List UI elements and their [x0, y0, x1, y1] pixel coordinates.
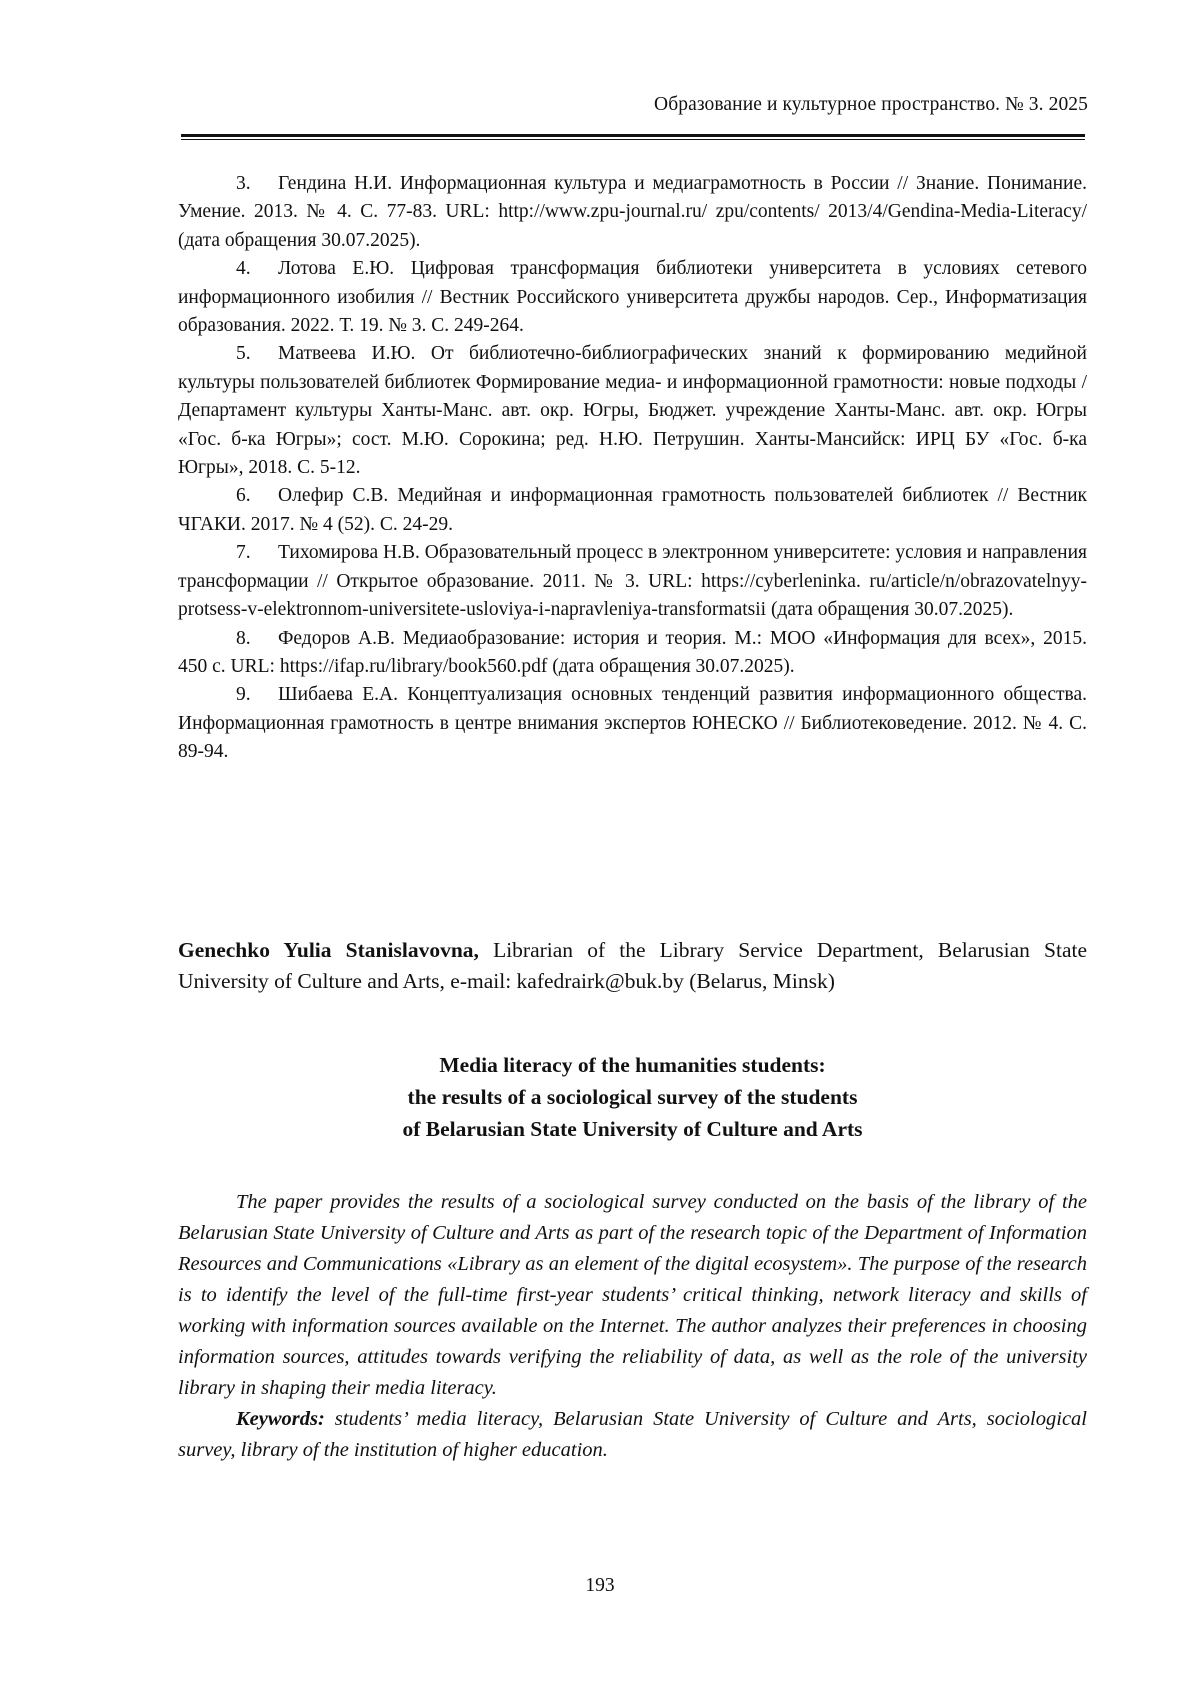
running-header: Образование и культурное пространство. № 3. 2025	[654, 94, 1088, 115]
reference-list	[178, 170, 1087, 767]
reference-number: 8.	[236, 627, 251, 649]
reference-item	[178, 681, 1087, 766]
reference-item	[178, 340, 1087, 482]
reference-text: Олефир С.В. Медийная и информационная грамотность пользователей библиотек // Вестник ЧГАКИ. 2017. № 4 (52). С. 24-29.	[178, 485, 1087, 535]
reference-item	[178, 482, 1087, 539]
reference-number: 4.	[236, 258, 251, 280]
keywords-text: students’ media literacy, Belarusian State University of Culture and Arts, sociological survey, library of the institution of higher education.	[178, 1408, 1087, 1461]
reference-item	[178, 170, 1087, 255]
reference-item	[178, 539, 1087, 624]
header-rule-thick	[181, 134, 1085, 137]
article-title-line: Media literacy of the humanities students:	[439, 1053, 826, 1077]
reference-number: 3.	[236, 173, 251, 194]
author-details: Librarian of the Library Service Department, Belarusian State University of Culture and Arts, e-mail: kafedrairk@buk.by (Belarus, Minsk)	[178, 938, 1088, 993]
article-title-line: the results of a sociological survey of the students	[407, 1085, 858, 1109]
author-info	[178, 935, 1087, 997]
article-title	[178, 1049, 1087, 1145]
reference-number: 7.	[236, 542, 251, 564]
header-rule-thin	[181, 139, 1085, 140]
reference-text: Лотова Е.Ю. Цифровая трансформация библиотеки университета в условиях сетевого информационного изобилия // Вестник Российского университета дружбы народов. Сер., Информатизация образования. 2022. Т. 19. № 3. С. 249-264.	[178, 258, 1087, 337]
reference-text: Гендина Н.И. Информационная культура и медиаграмотность в России // Знание. Понимание. Умение. 2013. № 4. С. 77-83. URL: http://www.zpu-journal.ru/ zpu/contents/ 2013/4/Gendina-Media-Literacy/ (дата обращения 30.07.2025).	[178, 173, 1087, 251]
reference-item	[178, 255, 1087, 340]
keywords-label: Keywords:	[236, 1408, 325, 1430]
reference-number: 6.	[236, 485, 251, 507]
reference-number: 9.	[236, 684, 251, 706]
author-name: Genechko Yulia Stanislavovna,	[178, 938, 479, 962]
keywords	[178, 1404, 1087, 1466]
abstract-text: The paper provides the results of a sociological survey conducted on the basis of the library of the Belarusian State University of Culture and Arts as part of the research topic of the Department of Information Resources and Communications «Library as an element of the digital ecosystem». The purpose of the research is to identify the level of the full-time first-year students’ critical thinking, network literacy and skills of working with information sources available on the Internet. The author analyzes their preferences in choosing information sources, attitudes towards verifying the reliability of data, as well as the role of the university library in shaping their media literacy.	[178, 1191, 1087, 1399]
header-double-rule	[181, 134, 1085, 141]
reference-text: Федоров А.В. Медиаобразование: история и теория. М.: МОО «Информация для всех», 2015. 450 с. URL: https://ifap.ru/library/book560.pdf (дата обращения 30.07.2025).	[178, 627, 1087, 677]
reference-text: Матвеева И.Ю. От библиотечно-библиографических знаний к формированию медийной культуры пользователей библиотек Формирование медиа- и информационной грамотности: новые подходы / Департамент культуры Ханты-Манс. авт. окр. Югры, Бюджет. учреждение Ханты-Манс. авт. окр. Югры «Гос. б-ка Югры»; сост. М.Ю. Сорокина; ред. Н.Ю. Петрушин. Ханты-Мансийск: ИРЦ БУ «Гос. б-ка Югры», 2018. С. 5-12.	[178, 343, 1087, 479]
reference-number: 5.	[236, 343, 251, 365]
article-title-line: of Belarusian State University of Culture and Arts	[402, 1117, 863, 1141]
page-number: 193	[585, 1575, 615, 1596]
reference-text: Тихомирова Н.В. Образовательный процесс в электронном университете: условия и направления трансформации // Открытое образование. 2011. № 3. URL: https://cyberleninka. ru/article/n/obrazovatelnyy-protsess-v-elektronnom-universitete-usloviya-i-napravleniya-transformatsii (дата обращения 30.07.2025).	[178, 542, 1087, 621]
reference-text: Шибаева Е.А. Концептуализация основных тенденций развития информационного общества. Информационная грамотность в центре внимания экспертов ЮНЕСКО // Библиотековедение. 2012. № 4. С. 89-94.	[178, 684, 1087, 763]
abstract	[178, 1187, 1087, 1466]
reference-item	[178, 625, 1087, 682]
